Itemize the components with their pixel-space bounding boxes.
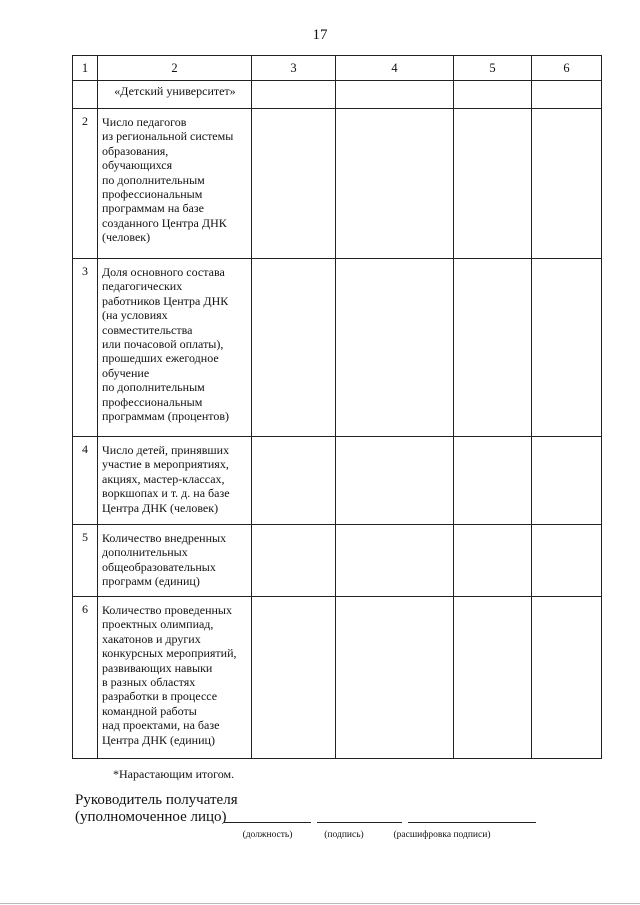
row-number: 6 <box>73 597 98 759</box>
signature-line <box>317 822 402 823</box>
table-header-row <box>73 56 602 81</box>
indicator-continuation: «Детский университет» <box>98 81 252 109</box>
row-number: 5 <box>73 525 98 597</box>
transcript-line <box>408 822 536 823</box>
signer-title-line2: (уполномоченное лицо) <box>75 809 227 825</box>
indicator-name: Количество проведенных проектных олимпиад, хакатонов и других конкурсных мероприятий, развивающих навыки в разных областях разработки в процессе командной работы над проектами, на базе Центра ДНК (единиц) <box>98 597 252 759</box>
row-number: 2 <box>73 109 98 259</box>
indicators-table <box>72 55 602 759</box>
signer-title <box>75 792 238 826</box>
scan-edge-line <box>0 903 640 904</box>
indicator-name: Количество внедренных дополнительных общеобразовательных программ (единиц) <box>98 525 252 597</box>
column-header: 6 <box>532 56 602 81</box>
table-row <box>73 259 602 437</box>
indicator-name: Число педагогов из региональной системы образования, обучающихся по дополнительным профессиональным программам на базе созданного Центра ДНК (человек) <box>98 109 252 259</box>
indicator-name: Число детей, принявших участие в мероприятиях, акциях, мастер-классах, воркшопах и т. д. на базе Центра ДНК (человек) <box>98 437 252 525</box>
signature-caption: (подпись) <box>324 830 364 840</box>
column-header: 3 <box>252 56 336 81</box>
row-number: 3 <box>73 259 98 437</box>
column-header: 5 <box>454 56 532 81</box>
page-number: 17 <box>312 27 328 43</box>
table-row <box>73 597 602 759</box>
position-caption: (должность) <box>242 830 293 840</box>
signer-title-line1: Руководитель получателя <box>75 792 238 808</box>
table-row <box>73 437 602 525</box>
table-row <box>73 525 602 597</box>
column-header: 4 <box>336 56 454 81</box>
indicator-name: Доля основного состава педагогических работников Центра ДНК (на условиях совместительства или почасовой оплаты), прошедших ежегодное обучение по дополнительным профессиональным программам (процентов) <box>98 259 252 437</box>
table-row <box>73 109 602 259</box>
position-line <box>224 822 311 823</box>
transcript-caption: (расшифровка подписи) <box>393 830 491 840</box>
row-number: 4 <box>73 437 98 525</box>
footnote: *Нарастающим итогом. <box>113 767 235 781</box>
column-header: 2 <box>98 56 252 81</box>
column-header: 1 <box>73 56 98 81</box>
table-row <box>73 81 602 109</box>
